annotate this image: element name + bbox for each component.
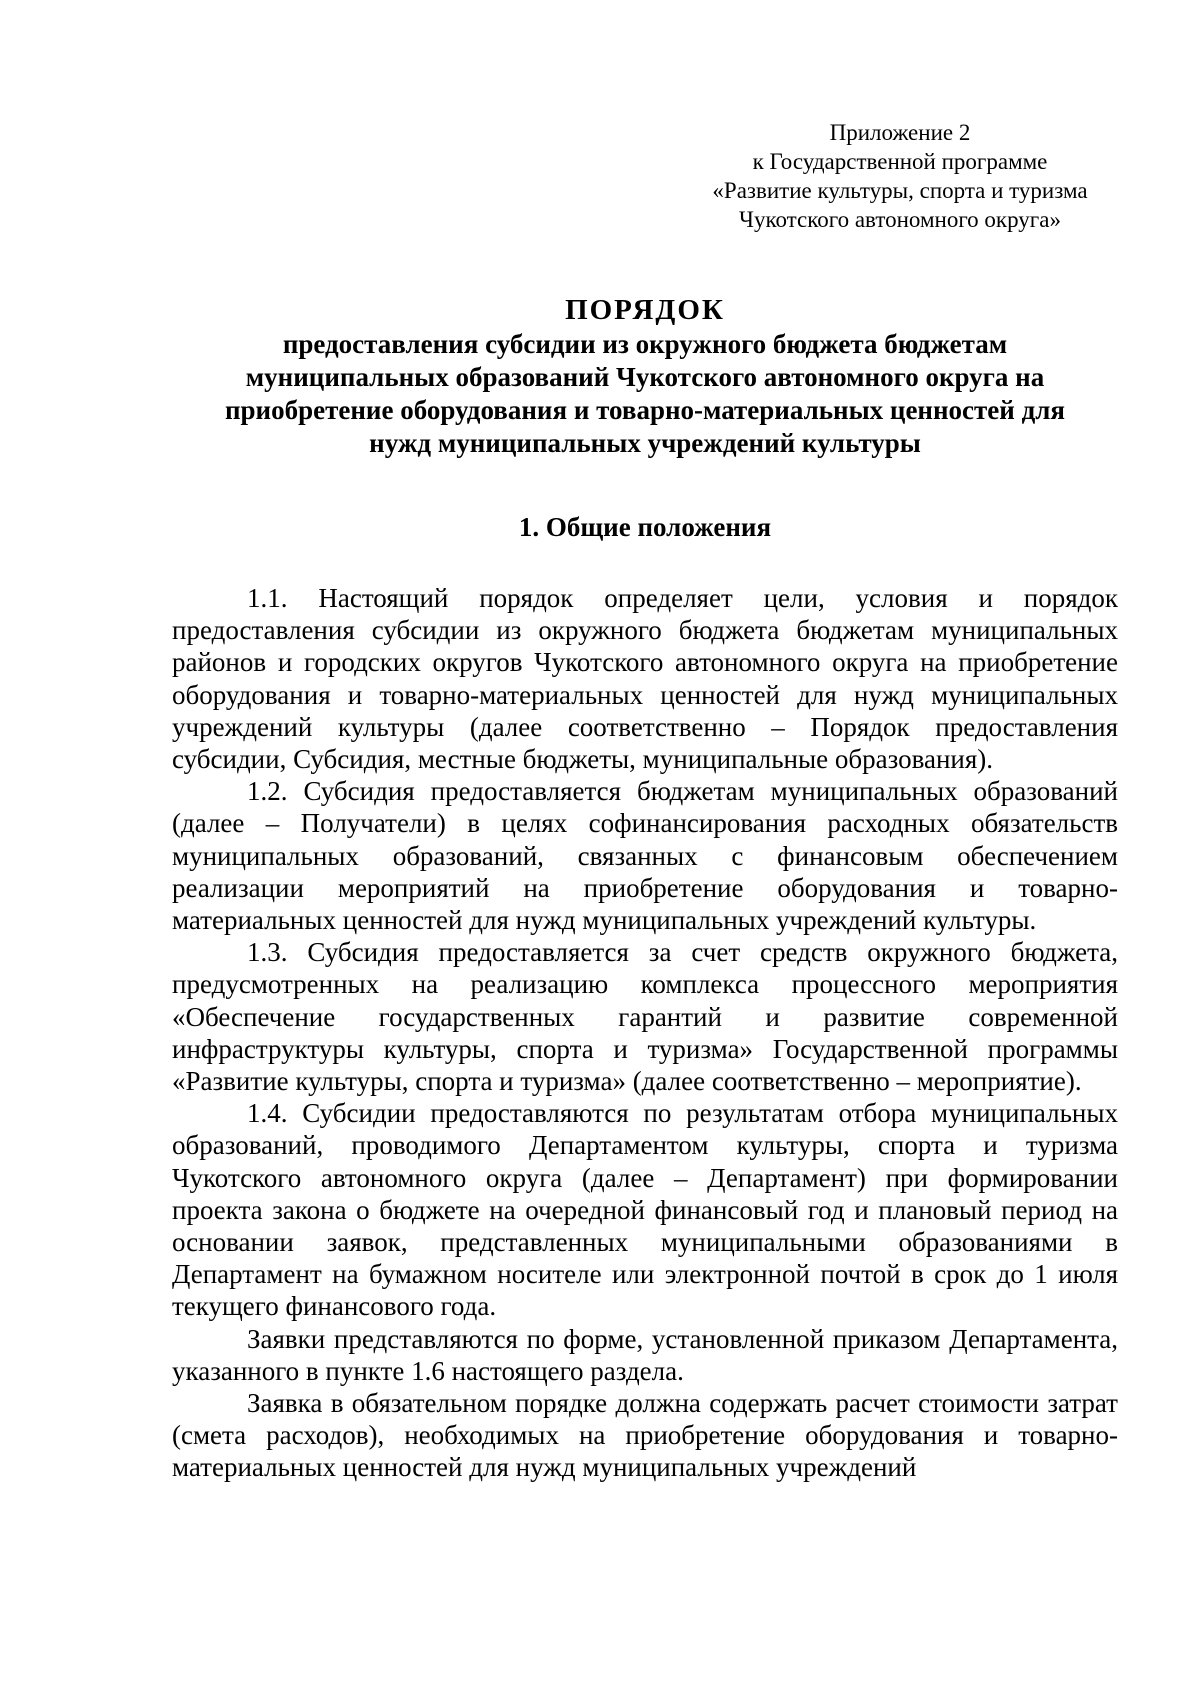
appendix-line-1: Приложение 2: [829, 120, 971, 145]
subtitle-line-3: приобретение оборудования и товарно-материальных ценностей для: [224, 395, 1066, 425]
subtitle-line-2: муниципальных образований Чукотского автономного округа на: [245, 362, 1045, 392]
appendix-line-3: «Развитие культуры, спорта и туризма: [712, 178, 1088, 203]
paragraph-1-1: 1.1. Настоящий порядок определяет цели, условия и порядок предоставления субсидии из окружного бюджета бюджетам муниципальных районов и городских округов Чукотского автономного округа на приобретение оборудования и товарно-материальных ценностей для нужд муниципальных учреждений культуры (далее соответственно – Порядок предоставления субсидии, Субсидия, местные бюджеты, муниципальные образования).: [172, 583, 1118, 775]
section-heading: 1. Общие положения: [518, 512, 772, 542]
paragraph-1-3: 1.3. Субсидия предоставляется за счет средств окружного бюджета, предусмотренных на реализацию комплекса процессного мероприятия «Обеспечение государственных гарантий и развитие современной инфраструктуры культуры, спорта и туризма» Государственной программы «Развитие культуры, спорта и туризма» (далее соответственно – мероприятие).: [172, 937, 1118, 1097]
paragraph-application-content: Заявка в обязательном порядке должна содержать расчет стоимости затрат (смета расходов), необходимых на приобретение оборудования и товарно-материальных ценностей для нужд муниципальных учреждений: [172, 1388, 1118, 1483]
appendix-line-4: Чукотского автономного округа»: [739, 207, 1061, 232]
paragraph-1-4: 1.4. Субсидии предоставляются по результатам отбора муниципальных образований, проводимого Департаментом культуры, спорта и туризма Чукотского автономного округа (далее – Департамент) при формировании проекта закона о бюджете на очередной финансовый год и плановый период на основании заявок, представленных муниципальными образованиями в Департамент на бумажном носителе или электронной почтой в срок до 1 июля текущего финансового года.: [172, 1098, 1118, 1322]
paragraph-1-2: 1.2. Субсидия предоставляется бюджетам муниципальных образований (далее – Получатели) в целях софинансирования расходных обязательств муниципальных образований, связанных с финансовым обеспечением реализации мероприятий на приобретение оборудования и товарно-материальных ценностей для нужд муниципальных учреждений культуры.: [172, 776, 1118, 936]
appendix-reference: [700, 118, 1100, 234]
paragraph-applications-form: Заявки представляются по форме, установленной приказом Департамента, указанного в пункте 1.6 настоящего раздела.: [172, 1323, 1118, 1386]
document-subtitle: [172, 328, 1118, 460]
document-body: [172, 582, 1118, 1484]
document-title-block: [172, 292, 1118, 460]
document-title: ПОРЯДОК: [565, 294, 725, 326]
subtitle-line-4: нужд муниципальных учреждений культуры: [369, 428, 921, 458]
appendix-line-2: к Государственной программе: [752, 149, 1048, 174]
subtitle-line-1: предоставления субсидии из окружного бюджета бюджетам: [282, 329, 1008, 359]
